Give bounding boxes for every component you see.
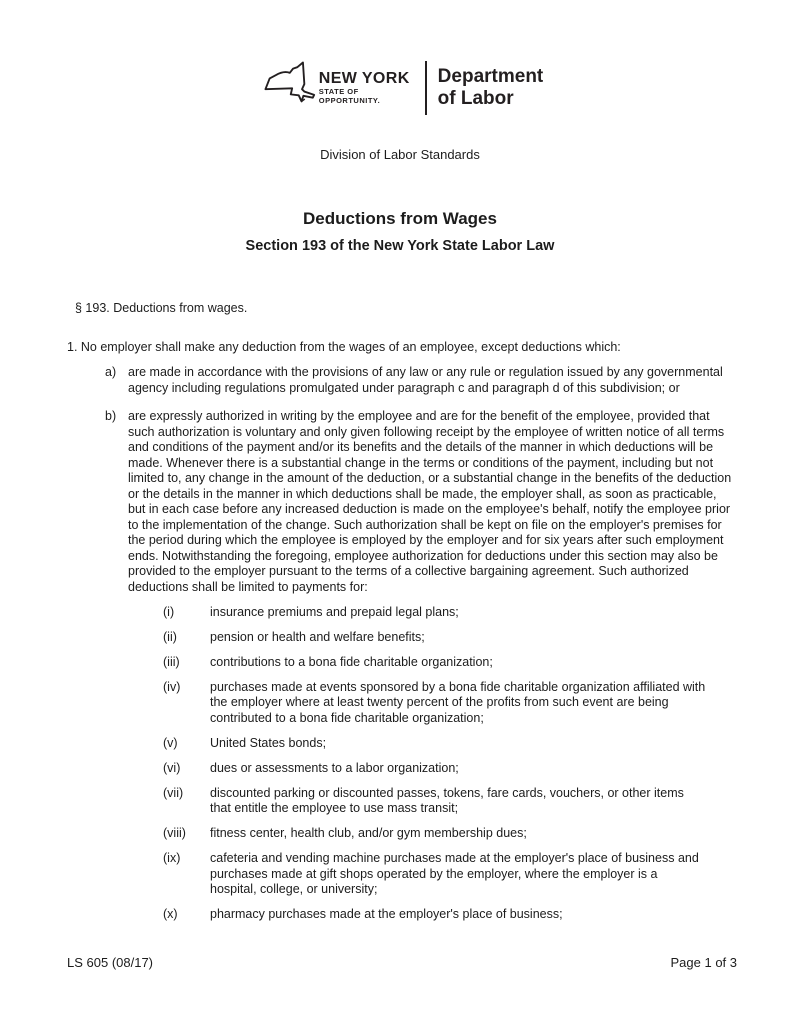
brand-text: [319, 70, 410, 105]
roman-item-vi: [163, 761, 737, 777]
page-footer: [67, 955, 737, 970]
item-text: pharmacy purchases made at the employer's place of business;: [210, 907, 563, 921]
roman-item-v: [163, 736, 737, 752]
doc-subtitle: Section 193 of the New York State Labor Law: [245, 238, 555, 254]
doc-title: Deductions from Wages: [303, 209, 497, 228]
roman-item-vii: [163, 786, 737, 817]
lettered-item-a: [105, 365, 737, 396]
brand-newyork: NEW YORK: [318, 70, 410, 87]
roman-list: [67, 605, 737, 923]
item-label: a): [105, 365, 117, 379]
division-line: Division of Labor Standards: [320, 147, 480, 162]
roman-item-i: [163, 605, 737, 621]
item-text: pension or health and welfare benefits;: [210, 629, 425, 644]
roman-item-ii: [163, 630, 737, 646]
item-text: are made in accordance with the provisions of any law or any rule or regulation issued by any governmental agency including regulations promulgated under paragraph c and paragraph d of this subdivision; or: [128, 365, 723, 395]
item-text: cafeteria and vending machine purchases made at the employer's place of business and purchases made at gift shops operated by the employer, where the employer is a hospital, college, or university;: [210, 851, 699, 896]
item-text: United States bonds;: [210, 735, 327, 750]
logo-divider: [425, 61, 427, 115]
item-text: purchases made at events sponsored by a bona fide charitable organization affiliated with the employer where at least twenty percent of the profits from such event are being contributed to a bona fide charitable organization;: [210, 679, 706, 725]
item-text: fitness center, health club, and/or gym membership dues;: [210, 826, 527, 840]
item-label: (vii): [163, 785, 184, 800]
item-label: (ii): [163, 629, 177, 644]
dept-line1: Department: [437, 65, 544, 87]
item-label: (iv): [163, 679, 181, 694]
item-label: (vi): [163, 760, 181, 775]
intro-paragraph: 1. No employer shall make any deduction from the wages of an employee, except deductions which:: [67, 339, 621, 354]
roman-item-iv: [163, 680, 737, 727]
roman-item-iii: [163, 655, 737, 671]
item-text: discounted parking or discounted passes, tokens, fare cards, vouchers, or other items that entitle the employee to use mass transit;: [210, 785, 684, 815]
roman-item-ix: [163, 851, 737, 898]
item-label: (viii): [163, 826, 186, 840]
dept-line2: of Labor: [437, 87, 514, 109]
nys-logo: [0, 0, 800, 119]
item-text: are expressly authorized in writing by the employee and are for the benefit of the employee, provided that such authorization is voluntary and only given following receipt by the employee of written notice of all terms and conditions of the payment and/or its benefits and the details of the manner in which deductions will be made. Whenever there is a substantial change in the terms or conditions of the payment, including but not limited to, any change in the amount of the deduction, or a substantial change in the benefits of the deduction or the details in the manner in which deductions shall be made, the employer shall, as soon as practicable, but in each case before any increased deduction is made on the employee's behalf, notify the employee prior to the implementation of the change. Such authorization shall be kept on file on the employer's premises for the period during which the employee is employed by the employer and for six years after such employment ends. Notwithstanding the foregoing, employee authorization for deductions under this section may also be provided to the employer pursuant to the terms of a collective bargaining agreement. Such authorized deductions shall be limited to payments for:: [128, 409, 732, 594]
ny-state-outline-icon: [257, 56, 317, 119]
form-number: LS 605 (08/17): [67, 955, 154, 970]
item-label: (x): [163, 907, 178, 921]
roman-item-x: [163, 907, 737, 923]
item-text: contributions to a bona fide charitable organization;: [210, 654, 493, 669]
item-label: b): [105, 409, 117, 423]
item-text: insurance premiums and prepaid legal plans;: [210, 604, 459, 619]
document-body: [0, 301, 800, 923]
dept-name: [438, 66, 544, 110]
section-heading: § 193. Deductions from wages.: [75, 301, 248, 315]
item-label: (iii): [163, 654, 180, 669]
roman-item-viii: [163, 826, 737, 842]
item-label: (ix): [163, 851, 181, 865]
page-number: Page 1 of 3: [670, 955, 737, 970]
item-label: (i): [163, 604, 175, 619]
brand-opportunity: OPPORTUNITY.: [318, 96, 381, 105]
item-label: (v): [163, 735, 178, 750]
brand-stateof: STATE OF: [318, 87, 359, 96]
item-text: dues or assessments to a labor organization;: [210, 760, 459, 775]
lettered-item-b: [105, 409, 737, 595]
